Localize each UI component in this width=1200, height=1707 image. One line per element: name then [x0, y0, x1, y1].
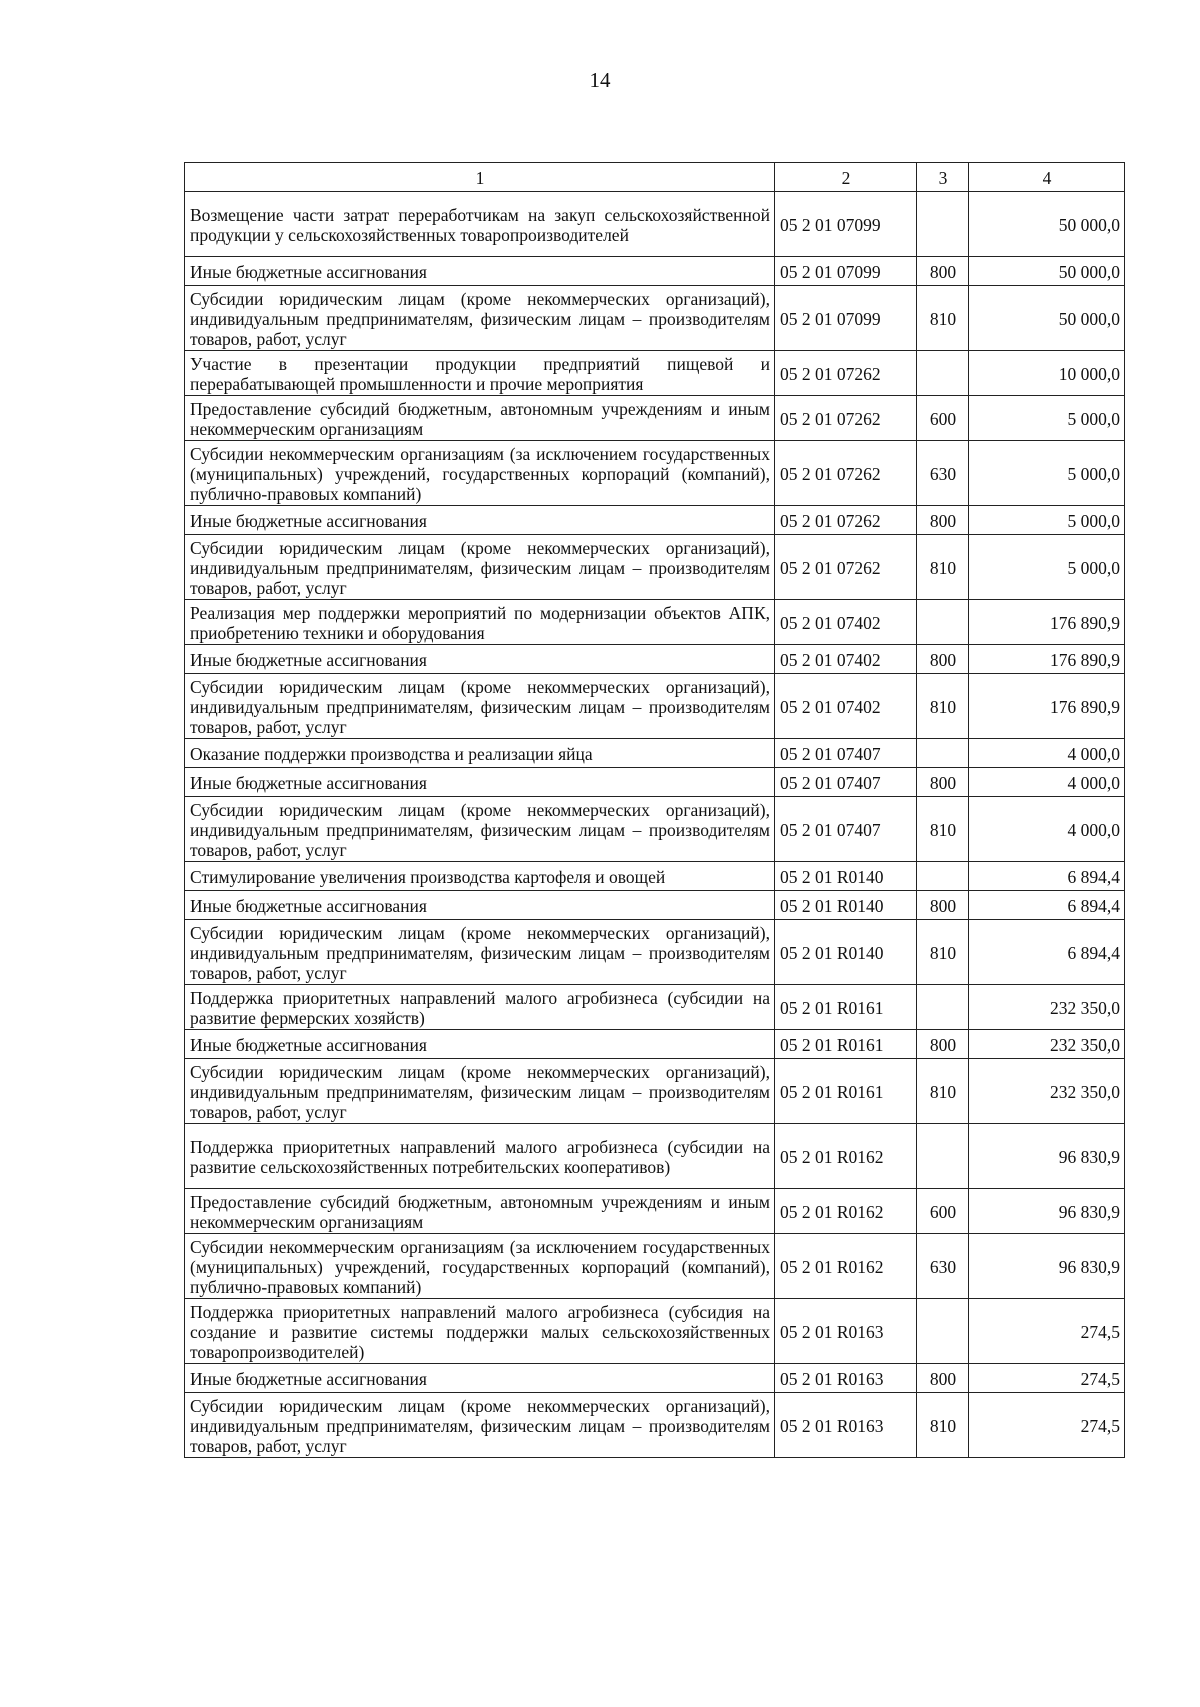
row-expense-type: 800: [917, 768, 969, 797]
row-classification-code: 05 2 01 R0162: [775, 1234, 917, 1299]
row-expense-type: [917, 1299, 969, 1364]
row-amount: 96 830,9: [969, 1124, 1125, 1189]
row-amount: 4 000,0: [969, 797, 1125, 862]
row-amount: 232 350,0: [969, 1030, 1125, 1059]
row-amount: 6 894,4: [969, 891, 1125, 920]
row-expense-type: [917, 985, 969, 1030]
row-description: Иные бюджетные ассигнования: [185, 257, 775, 286]
row-expense-type: 630: [917, 441, 969, 506]
row-classification-code: 05 2 01 07262: [775, 351, 917, 396]
row-description: Предоставление субсидий бюджетным, автономным учреждениям и иным некоммерческим организациям: [185, 396, 775, 441]
row-amount: 50 000,0: [969, 286, 1125, 351]
row-amount: 176 890,9: [969, 674, 1125, 739]
row-description: Иные бюджетные ассигнования: [185, 1364, 775, 1393]
row-description: Субсидии некоммерческим организациям (за исключением государственных (муниципальных) учреждений, государственных корпораций (компаний), публично-правовых компаний): [185, 1234, 775, 1299]
table-row: [185, 768, 1125, 797]
table-row: [185, 739, 1125, 768]
row-description: Иные бюджетные ассигнования: [185, 891, 775, 920]
table-row: [185, 891, 1125, 920]
row-description: Иные бюджетные ассигнования: [185, 506, 775, 535]
row-classification-code: 05 2 01 R0163: [775, 1299, 917, 1364]
row-description: Субсидии юридическим лицам (кроме некоммерческих организаций), индивидуальным предпринимателям, физическим лицам – производителям товаров, работ, услуг: [185, 920, 775, 985]
table-row: [185, 1234, 1125, 1299]
row-classification-code: 05 2 01 07402: [775, 674, 917, 739]
row-classification-code: 05 2 01 07262: [775, 506, 917, 535]
table-header-row: [185, 163, 1125, 192]
row-description: Поддержка приоритетных направлений малого агробизнеса (субсидии на развитие сельскохозяйственных потребительских кооперативов): [185, 1124, 775, 1189]
row-expense-type: 800: [917, 1030, 969, 1059]
row-description: Иные бюджетные ассигнования: [185, 1030, 775, 1059]
budget-table: [184, 162, 1125, 1458]
row-classification-code: 05 2 01 07402: [775, 600, 917, 645]
row-amount: 6 894,4: [969, 920, 1125, 985]
row-expense-type: 600: [917, 1189, 969, 1234]
row-expense-type: 800: [917, 257, 969, 286]
row-description: Поддержка приоритетных направлений малого агробизнеса (субсидия на создание и развитие системы поддержки малых сельскохозяйственных товаропроизводителей): [185, 1299, 775, 1364]
row-classification-code: 05 2 01 07402: [775, 645, 917, 674]
row-classification-code: 05 2 01 07407: [775, 768, 917, 797]
row-classification-code: 05 2 01 07262: [775, 535, 917, 600]
table-row: [185, 506, 1125, 535]
row-classification-code: 05 2 01 R0140: [775, 891, 917, 920]
row-description: Иные бюджетные ассигнования: [185, 645, 775, 674]
row-amount: 176 890,9: [969, 645, 1125, 674]
row-expense-type: 810: [917, 535, 969, 600]
row-amount: 232 350,0: [969, 985, 1125, 1030]
row-expense-type: [917, 1124, 969, 1189]
row-description: Субсидии юридическим лицам (кроме некоммерческих организаций), индивидуальным предпринимателям, физическим лицам – производителям товаров, работ, услуг: [185, 674, 775, 739]
row-classification-code: 05 2 01 07407: [775, 797, 917, 862]
row-description: Субсидии юридическим лицам (кроме некоммерческих организаций), индивидуальным предпринимателям, физическим лицам – производителям товаров, работ, услуг: [185, 535, 775, 600]
row-expense-type: [917, 600, 969, 645]
row-expense-type: [917, 739, 969, 768]
row-description: Субсидии юридическим лицам (кроме некоммерческих организаций), индивидуальным предпринимателям, физическим лицам – производителям товаров, работ, услуг: [185, 1393, 775, 1458]
row-description: Иные бюджетные ассигнования: [185, 768, 775, 797]
column-header: 1: [185, 163, 775, 192]
page-number: 14: [589, 68, 611, 92]
row-description: Субсидии юридическим лицам (кроме некоммерческих организаций), индивидуальным предпринимателям, физическим лицам – производителям товаров, работ, услуг: [185, 286, 775, 351]
row-description: Субсидии юридическим лицам (кроме некоммерческих организаций), индивидуальным предпринимателям, физическим лицам – производителям товаров, работ, услуг: [185, 1059, 775, 1124]
table-row: [185, 351, 1125, 396]
column-header: 2: [775, 163, 917, 192]
row-expense-type: 810: [917, 674, 969, 739]
row-classification-code: 05 2 01 R0140: [775, 920, 917, 985]
row-classification-code: 05 2 01 07407: [775, 739, 917, 768]
row-classification-code: 05 2 01 07099: [775, 257, 917, 286]
row-amount: 50 000,0: [969, 257, 1125, 286]
row-expense-type: [917, 351, 969, 396]
table-row: [185, 257, 1125, 286]
row-description: Субсидии юридическим лицам (кроме некоммерческих организаций), индивидуальным предпринимателям, физическим лицам – производителям товаров, работ, услуг: [185, 797, 775, 862]
row-classification-code: 05 2 01 R0161: [775, 1059, 917, 1124]
row-expense-type: 800: [917, 1364, 969, 1393]
table-row: [185, 674, 1125, 739]
row-classification-code: 05 2 01 R0161: [775, 1030, 917, 1059]
row-expense-type: 810: [917, 920, 969, 985]
table-row: [185, 920, 1125, 985]
table-row: [185, 797, 1125, 862]
row-amount: 274,5: [969, 1299, 1125, 1364]
row-amount: 5 000,0: [969, 441, 1125, 506]
table-row: [185, 535, 1125, 600]
row-classification-code: 05 2 01 R0162: [775, 1124, 917, 1189]
table-row: [185, 1299, 1125, 1364]
row-amount: 232 350,0: [969, 1059, 1125, 1124]
table-row: [185, 862, 1125, 891]
row-description: Поддержка приоритетных направлений малого агробизнеса (субсидии на развитие фермерских хозяйств): [185, 985, 775, 1030]
row-amount: 96 830,9: [969, 1234, 1125, 1299]
row-classification-code: 05 2 01 07262: [775, 441, 917, 506]
table-row: [185, 985, 1125, 1030]
row-expense-type: 630: [917, 1234, 969, 1299]
row-amount: 176 890,9: [969, 600, 1125, 645]
row-description: Стимулирование увеличения производства картофеля и овощей: [185, 862, 775, 891]
row-amount: 6 894,4: [969, 862, 1125, 891]
row-expense-type: 800: [917, 645, 969, 674]
row-description: Возмещение части затрат переработчикам на закуп сельскохозяйственной продукции у сельскохозяйственных товаропроизводителей: [185, 192, 775, 257]
table-row: [185, 1189, 1125, 1234]
row-expense-type: 800: [917, 891, 969, 920]
row-description: Предоставление субсидий бюджетным, автономным учреждениям и иным некоммерческим организациям: [185, 1189, 775, 1234]
row-classification-code: 05 2 01 R0163: [775, 1393, 917, 1458]
row-expense-type: [917, 192, 969, 257]
row-amount: 10 000,0: [969, 351, 1125, 396]
row-description: Реализация мер поддержки мероприятий по модернизации объектов АПК, приобретению техники и оборудования: [185, 600, 775, 645]
row-classification-code: 05 2 01 R0163: [775, 1364, 917, 1393]
row-description: Субсидии некоммерческим организациям (за исключением государственных (муниципальных) учреждений, государственных корпораций (компаний), публично-правовых компаний): [185, 441, 775, 506]
row-expense-type: 810: [917, 1393, 969, 1458]
table-row: [185, 1393, 1125, 1458]
table-row: [185, 192, 1125, 257]
row-expense-type: 810: [917, 1059, 969, 1124]
column-header: 3: [917, 163, 969, 192]
row-amount: 4 000,0: [969, 739, 1125, 768]
row-classification-code: 05 2 01 R0140: [775, 862, 917, 891]
row-description: Участие в презентации продукции предприятий пищевой и перерабатывающей промышленности и прочие мероприятия: [185, 351, 775, 396]
row-classification-code: 05 2 01 07262: [775, 396, 917, 441]
row-amount: 5 000,0: [969, 506, 1125, 535]
table-row: [185, 1030, 1125, 1059]
row-amount: 5 000,0: [969, 396, 1125, 441]
table-row: [185, 396, 1125, 441]
column-header: 4: [969, 163, 1125, 192]
row-description: Оказание поддержки производства и реализации яйца: [185, 739, 775, 768]
row-amount: 274,5: [969, 1393, 1125, 1458]
row-classification-code: 05 2 01 07099: [775, 286, 917, 351]
row-amount: 4 000,0: [969, 768, 1125, 797]
row-classification-code: 05 2 01 07099: [775, 192, 917, 257]
row-classification-code: 05 2 01 R0162: [775, 1189, 917, 1234]
row-expense-type: 810: [917, 286, 969, 351]
table-row: [185, 286, 1125, 351]
row-amount: 274,5: [969, 1364, 1125, 1393]
table-row: [185, 1059, 1125, 1124]
table-row: [185, 1364, 1125, 1393]
table-row: [185, 645, 1125, 674]
table-row: [185, 1124, 1125, 1189]
row-amount: 5 000,0: [969, 535, 1125, 600]
row-expense-type: 600: [917, 396, 969, 441]
row-expense-type: [917, 862, 969, 891]
row-amount: 50 000,0: [969, 192, 1125, 257]
row-classification-code: 05 2 01 R0161: [775, 985, 917, 1030]
row-expense-type: 810: [917, 797, 969, 862]
table-row: [185, 441, 1125, 506]
row-amount: 96 830,9: [969, 1189, 1125, 1234]
table-row: [185, 600, 1125, 645]
row-expense-type: 800: [917, 506, 969, 535]
